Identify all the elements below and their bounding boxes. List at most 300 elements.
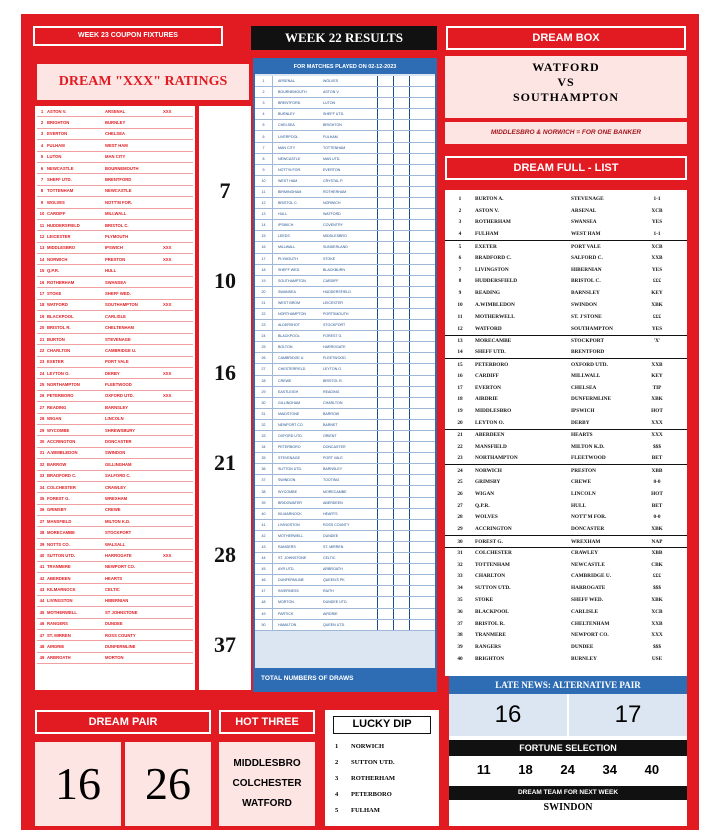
result-cell[interactable] — [409, 353, 425, 363]
home-team: NEWPORT CO. — [278, 422, 304, 427]
ratings-row — [37, 163, 193, 174]
home-team: PETERBORO — [47, 393, 74, 399]
result-cell[interactable] — [393, 364, 409, 374]
result-cell[interactable] — [377, 575, 393, 585]
home-team: BRENTFORD — [278, 101, 301, 106]
result-cell[interactable] — [377, 409, 393, 419]
result-cell[interactable] — [393, 187, 409, 197]
result-cell[interactable] — [377, 498, 393, 508]
results-row — [255, 198, 435, 209]
result-cell[interactable] — [409, 143, 425, 153]
result-cell[interactable] — [377, 509, 393, 519]
result-cell[interactable] — [393, 564, 409, 574]
result-cell[interactable] — [409, 209, 425, 219]
home-team: BLACKPOOL — [475, 608, 509, 615]
row-number: 33 — [255, 431, 273, 441]
row-number: 5 — [40, 154, 44, 160]
row-number: 3 — [40, 131, 44, 137]
away-team: FOREST G. — [323, 334, 343, 339]
result-cell[interactable] — [377, 231, 393, 241]
result-cell[interactable] — [409, 387, 425, 397]
tip-code: XXB — [651, 361, 663, 368]
result-cell[interactable] — [409, 597, 425, 607]
results-row — [255, 109, 435, 120]
row-number: 12 — [457, 325, 463, 332]
result-cell[interactable] — [393, 254, 409, 264]
home-team: MAIDSTONE — [278, 411, 300, 416]
result-cell[interactable] — [409, 409, 425, 419]
away-team: BRENTFORD — [571, 349, 605, 356]
result-cell[interactable] — [393, 143, 409, 153]
result-cell[interactable] — [377, 486, 393, 496]
away-team: HIBERNIAN — [105, 598, 129, 604]
away-team: WEST HAM — [571, 231, 601, 238]
home-team: BRIDGWATER — [278, 500, 302, 505]
home-team: BURTON A. — [475, 195, 504, 202]
result-cell[interactable] — [377, 531, 393, 541]
result-cell[interactable] — [377, 276, 393, 286]
tab-week23-fixtures[interactable] — [33, 26, 223, 46]
home-team: ARSENAL — [278, 79, 295, 84]
home-team: ASTON V. — [47, 108, 67, 114]
row-number: 42 — [39, 575, 45, 581]
home-team: EASTLEIGH — [278, 389, 299, 394]
tip-code: $$$ — [653, 644, 661, 651]
ratings-row — [37, 322, 193, 333]
result-cell[interactable] — [377, 187, 393, 197]
result-cell[interactable] — [377, 564, 393, 574]
row-number: 2 — [40, 120, 44, 126]
result-cell[interactable] — [393, 231, 409, 241]
result-cell[interactable] — [377, 597, 393, 607]
tab-dream-box[interactable] — [446, 26, 686, 50]
tip-code: £££ — [653, 313, 661, 320]
away-team: ST JOHNSTONE — [105, 609, 138, 615]
result-cell[interactable] — [393, 387, 409, 397]
result-cell[interactable] — [393, 98, 409, 108]
result-cell[interactable] — [377, 620, 393, 630]
home-team: CREWE — [278, 378, 292, 383]
row-number: 13 — [457, 337, 463, 344]
result-cell[interactable] — [409, 475, 425, 485]
result-cell[interactable] — [377, 154, 393, 164]
result-cell[interactable] — [409, 220, 425, 230]
away-team: BARROW — [323, 411, 340, 416]
result-cell[interactable] — [377, 109, 393, 119]
result-cell[interactable] — [377, 331, 393, 341]
result-cell[interactable] — [409, 376, 425, 386]
result-cell[interactable] — [377, 553, 393, 563]
result-cell[interactable] — [409, 542, 425, 552]
lucky-dip-row — [335, 786, 439, 802]
home-team: BOURNEMOUTH — [278, 90, 307, 95]
result-cell[interactable] — [409, 553, 425, 563]
result-cell[interactable] — [409, 198, 425, 208]
result-cell[interactable] — [409, 442, 425, 452]
result-cell[interactable] — [409, 320, 425, 330]
home-team: GILLINGHAM — [278, 400, 301, 405]
result-cell[interactable] — [393, 464, 409, 474]
home-team: BRIGHTON — [475, 655, 505, 662]
row-number: 15 — [457, 361, 463, 368]
result-cell[interactable] — [377, 131, 393, 141]
result-cell[interactable] — [377, 464, 393, 474]
dream-team-title: DREAM TEAM FOR NEXT WEEK — [449, 786, 687, 800]
away-team: WATFORD — [323, 212, 341, 217]
result-cell[interactable] — [393, 131, 409, 141]
result-cell[interactable] — [393, 265, 409, 275]
result-cell[interactable] — [393, 331, 409, 341]
full-list-row — [445, 441, 687, 453]
result-cell[interactable] — [409, 309, 425, 319]
fortune-number: 18 — [518, 762, 533, 777]
home-team: BRISTOL R. — [47, 325, 71, 331]
ratings-row — [37, 448, 193, 459]
home-team: MOTHERWELL — [475, 313, 515, 320]
fortune-numbers — [449, 756, 687, 786]
home-team: SWANSEA — [278, 289, 296, 294]
tip-code: 'X' — [653, 337, 661, 344]
result-cell[interactable] — [393, 542, 409, 552]
result-cell[interactable] — [377, 453, 393, 463]
home-team: WEST BROM — [278, 300, 301, 305]
full-list-row — [445, 335, 687, 347]
result-cell[interactable] — [393, 165, 409, 175]
home-team: ST. MIRREN — [47, 632, 71, 638]
away-team: ABERDEEN — [323, 500, 343, 505]
result-cell[interactable] — [377, 520, 393, 530]
result-cell[interactable] — [377, 98, 393, 108]
result-cell[interactable] — [409, 298, 425, 308]
result-cell[interactable] — [377, 254, 393, 264]
results-row — [255, 398, 435, 409]
away-team: NEWPORT CO. — [571, 632, 609, 639]
away-team: MILLWALL — [571, 372, 601, 379]
away-team: BOURNEMOUTH — [105, 165, 139, 171]
row-number: 22 — [457, 443, 463, 450]
row-number: 23 — [39, 359, 45, 365]
results-row — [255, 287, 435, 298]
result-cell[interactable] — [393, 597, 409, 607]
ratings-title-box — [35, 62, 251, 102]
result-cell[interactable] — [377, 586, 393, 596]
result-cell[interactable] — [409, 98, 425, 108]
result-cell[interactable] — [409, 331, 425, 341]
result-cell[interactable] — [377, 265, 393, 275]
result-cell[interactable] — [409, 520, 425, 530]
result-cell[interactable] — [409, 564, 425, 574]
away-team: WEST HAM — [105, 142, 128, 148]
result-cell[interactable] — [377, 165, 393, 175]
result-cell[interactable] — [393, 198, 409, 208]
result-cell[interactable] — [409, 586, 425, 596]
result-cell[interactable] — [409, 420, 425, 430]
result-cell[interactable] — [409, 464, 425, 474]
result-cell[interactable] — [393, 420, 409, 430]
row-number: 13 — [255, 209, 273, 219]
result-cell[interactable] — [409, 342, 425, 352]
tip-code: XCB — [651, 243, 663, 250]
result-cell[interactable] — [377, 431, 393, 441]
home-team: RANGERS — [47, 621, 68, 627]
result-cell[interactable] — [409, 364, 425, 374]
dream-pair-number: 26 — [145, 758, 191, 809]
result-cell[interactable] — [377, 176, 393, 186]
away-team: HARROGATE — [105, 552, 132, 558]
away-team: CRAWLEY — [571, 550, 599, 557]
result-cell[interactable] — [393, 520, 409, 530]
result-cell[interactable] — [393, 209, 409, 219]
result-cell[interactable] — [409, 609, 425, 619]
result-cell[interactable] — [393, 376, 409, 386]
row-number: 44 — [255, 553, 273, 563]
result-cell[interactable] — [393, 76, 409, 86]
full-list-row — [445, 394, 687, 406]
lucky-dip-box — [325, 710, 439, 826]
tab-week22-results[interactable] — [251, 26, 437, 50]
ratings-row — [37, 186, 193, 197]
result-cell[interactable] — [377, 320, 393, 330]
result-cell[interactable] — [377, 342, 393, 352]
row-number: 15 — [255, 231, 273, 241]
results-row — [255, 453, 435, 464]
results-row — [255, 220, 435, 231]
home-team: MOTHERWELL — [278, 533, 304, 538]
lucky-dip-team: ROTHERHAM — [351, 774, 396, 782]
row-number: 37 — [255, 475, 273, 485]
row-number: 26 — [255, 353, 273, 363]
result-cell[interactable] — [409, 76, 425, 86]
away-team: SWINDON — [571, 302, 597, 309]
results-row — [255, 298, 435, 309]
result-cell[interactable] — [409, 87, 425, 97]
result-cell[interactable] — [409, 575, 425, 585]
result-cell[interactable] — [377, 143, 393, 153]
result-cell[interactable] — [409, 187, 425, 197]
results-row — [255, 165, 435, 176]
row-number: 36 — [255, 464, 273, 474]
result-cell[interactable] — [393, 609, 409, 619]
row-number: 41 — [39, 564, 45, 570]
results-row — [255, 187, 435, 198]
row-number: 40 — [457, 655, 463, 662]
result-cell[interactable] — [409, 176, 425, 186]
ratings-title: DREAM "XXX" RATINGS — [58, 74, 228, 89]
result-cell[interactable] — [409, 242, 425, 252]
result-cell[interactable] — [377, 376, 393, 386]
result-cell[interactable] — [393, 486, 409, 496]
result-cell[interactable] — [393, 176, 409, 186]
result-cell[interactable] — [393, 298, 409, 308]
result-cell[interactable] — [409, 254, 425, 264]
result-cell[interactable] — [393, 553, 409, 563]
row-number: 16 — [457, 372, 463, 379]
row-number: 8 — [40, 188, 44, 194]
result-cell[interactable] — [409, 276, 425, 286]
away-team: DUNFERMLINE — [105, 644, 136, 650]
row-number: 30 — [457, 538, 463, 545]
result-cell[interactable] — [409, 531, 425, 541]
row-number: 5 — [458, 243, 462, 250]
result-cell[interactable] — [409, 120, 425, 130]
result-cell[interactable] — [393, 475, 409, 485]
result-cell[interactable] — [377, 87, 393, 97]
row-number: 3 — [335, 774, 339, 782]
result-cell[interactable] — [393, 398, 409, 408]
row-number: 32 — [39, 461, 45, 467]
result-cell[interactable] — [377, 242, 393, 252]
result-cell[interactable] — [377, 364, 393, 374]
away-team: ST. MIRREN — [323, 544, 344, 549]
result-cell[interactable] — [377, 398, 393, 408]
row-number: 28 — [39, 416, 45, 422]
row-number: 34 — [255, 442, 273, 452]
result-cell[interactable] — [409, 620, 425, 630]
dream-box-vs: VS — [557, 75, 575, 89]
result-cell[interactable] — [377, 76, 393, 86]
result-cell[interactable] — [393, 309, 409, 319]
home-team: MORTON — [278, 600, 294, 605]
results-list — [255, 76, 435, 631]
away-team: MILLWALL — [105, 211, 127, 217]
result-cell[interactable] — [393, 87, 409, 97]
ratings-row — [37, 300, 193, 311]
away-team: FLEETWOOD — [571, 455, 606, 462]
result-cell[interactable] — [377, 609, 393, 619]
tip-code: XBK — [651, 526, 663, 533]
result-cell[interactable] — [409, 509, 425, 519]
result-cell[interactable] — [377, 420, 393, 430]
away-team: PRESTON — [105, 256, 126, 262]
result-cell[interactable] — [409, 165, 425, 175]
away-team: LEYTON O. — [323, 367, 343, 372]
result-cell[interactable] — [393, 242, 409, 252]
result-cell[interactable] — [393, 498, 409, 508]
result-cell[interactable] — [377, 353, 393, 363]
row-number: 9 — [458, 290, 462, 297]
result-cell[interactable] — [393, 220, 409, 230]
result-cell[interactable] — [377, 475, 393, 485]
coupon-sheet — [21, 14, 699, 830]
result-cell[interactable] — [377, 387, 393, 397]
home-team: ROTHERHAM — [475, 219, 511, 226]
result-cell[interactable] — [377, 198, 393, 208]
row-number: 40 — [255, 509, 273, 519]
result-cell[interactable] — [393, 531, 409, 541]
result-cell[interactable] — [409, 453, 425, 463]
result-cell[interactable] — [377, 120, 393, 130]
result-cell[interactable] — [409, 131, 425, 141]
result-cell[interactable] — [393, 409, 409, 419]
home-team: PARTICK — [278, 611, 294, 616]
results-row — [255, 131, 435, 142]
result-cell[interactable] — [393, 431, 409, 441]
result-cell[interactable] — [393, 154, 409, 164]
fortune-number: 24 — [560, 762, 575, 777]
result-cell[interactable] — [393, 586, 409, 596]
away-team: BARNSLEY — [323, 467, 343, 472]
result-cell[interactable] — [377, 220, 393, 230]
result-cell[interactable] — [409, 287, 425, 297]
result-cell[interactable] — [377, 287, 393, 297]
away-team: DUNDEE — [323, 533, 339, 538]
result-cell[interactable] — [409, 498, 425, 508]
result-cell[interactable] — [393, 353, 409, 363]
result-cell[interactable] — [409, 486, 425, 496]
row-number: 38 — [457, 632, 463, 639]
home-team: IPSWICH — [278, 223, 294, 228]
result-cell[interactable] — [393, 575, 409, 585]
row-number: 35 — [457, 596, 463, 603]
result-cell[interactable] — [409, 431, 425, 441]
result-cell[interactable] — [393, 620, 409, 630]
result-cell[interactable] — [409, 398, 425, 408]
away-team: SWANSEA — [571, 219, 597, 226]
result-cell[interactable] — [377, 298, 393, 308]
result-cell[interactable] — [377, 309, 393, 319]
home-team: ACCRINGTON — [47, 439, 76, 445]
away-team: DONCASTER — [571, 526, 605, 533]
results-row — [255, 176, 435, 187]
result-cell[interactable] — [393, 442, 409, 452]
results-row — [255, 143, 435, 154]
results-row — [255, 520, 435, 531]
dream-box-match — [445, 56, 687, 118]
full-list-row — [445, 217, 687, 229]
result-cell[interactable] — [393, 509, 409, 519]
full-list-row — [445, 594, 687, 606]
result-cell[interactable] — [393, 287, 409, 297]
result-cell[interactable] — [393, 320, 409, 330]
result-cell[interactable] — [377, 442, 393, 452]
ratings-row — [37, 368, 193, 379]
result-cell[interactable] — [393, 342, 409, 352]
away-team: MIDDLESBRO — [323, 234, 347, 239]
home-team: MORECAMBE — [475, 337, 512, 344]
full-list-row — [445, 653, 687, 665]
result-cell[interactable] — [409, 154, 425, 164]
result-cell[interactable] — [393, 109, 409, 119]
result-cell[interactable] — [409, 265, 425, 275]
row-number: 6 — [40, 165, 44, 171]
result-cell[interactable] — [393, 276, 409, 286]
result-cell[interactable] — [377, 542, 393, 552]
away-team: GILLINGHAM — [105, 461, 132, 467]
ratings-marker-number: 7 — [219, 178, 231, 203]
row-number: 6 — [458, 254, 462, 261]
row-number: 45 — [39, 609, 45, 615]
home-team: PLYMOUTH — [278, 256, 298, 261]
result-cell[interactable] — [393, 120, 409, 130]
home-team: GRIMSBY — [47, 507, 67, 513]
away-team: CARDIFF — [323, 278, 339, 283]
home-team: NEWCASTLE — [278, 156, 301, 161]
row-number: 7 — [255, 143, 273, 153]
away-team: SWANSEA — [105, 279, 127, 285]
tip-code: 1-1 — [653, 195, 661, 202]
result-cell[interactable] — [377, 209, 393, 219]
hot-three-team: MIDDLESBRO — [233, 758, 301, 769]
home-team: HUDDERSFIELD — [47, 222, 80, 228]
away-team: BRISTOL R. — [323, 378, 343, 383]
result-cell[interactable] — [393, 453, 409, 463]
result-cell[interactable] — [409, 109, 425, 119]
result-cell[interactable] — [409, 231, 425, 241]
away-team: CELTIC — [105, 587, 120, 593]
away-team: SALFORD C. — [571, 254, 603, 261]
home-team: FULHAM — [475, 231, 499, 238]
ratings-row — [37, 265, 193, 276]
